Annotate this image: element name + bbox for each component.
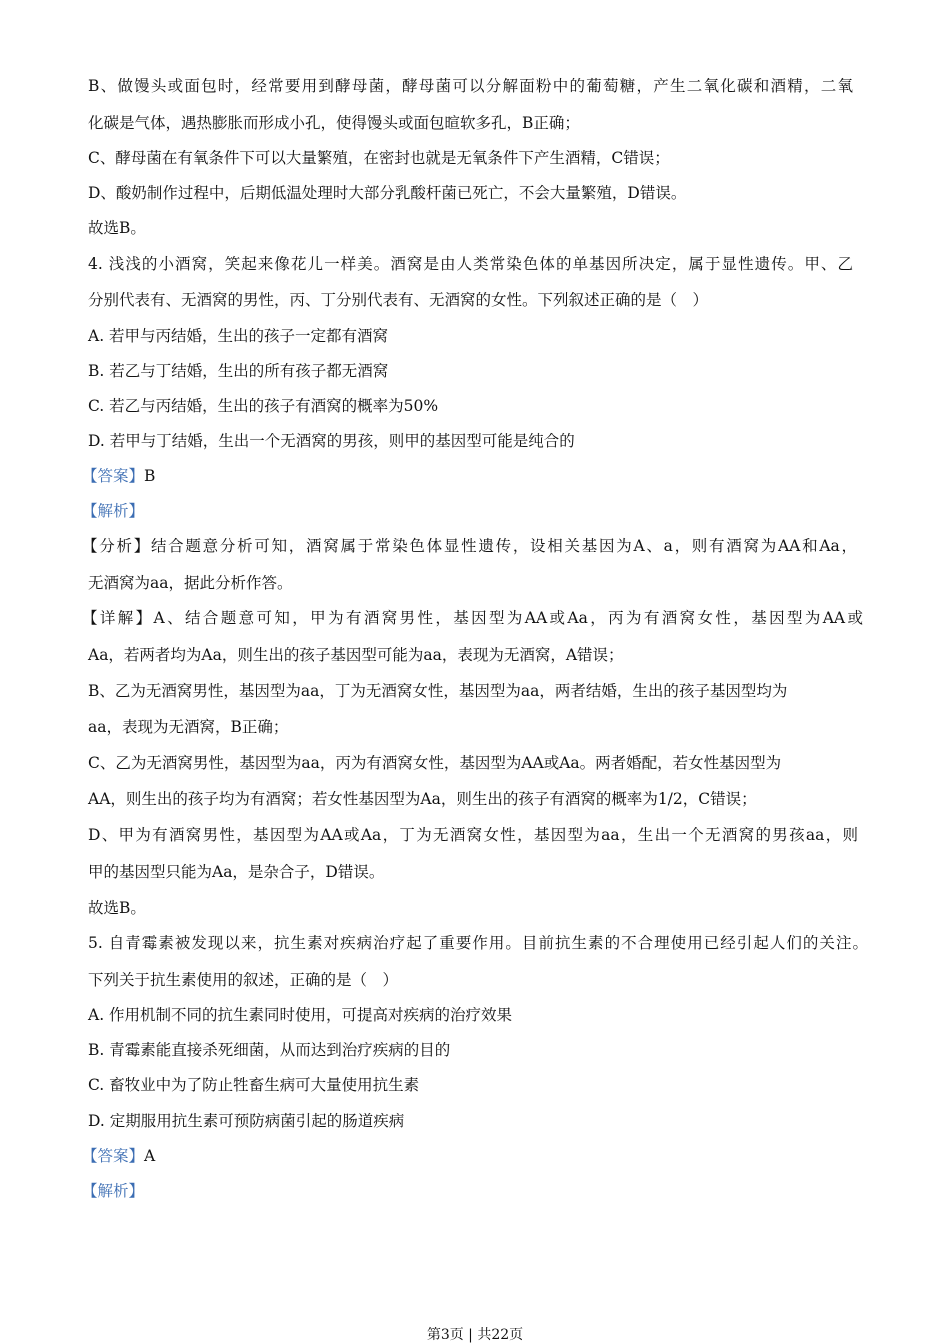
question-5: 5. 自青霉素被发现以来，抗生素对疾病治疗起了重要作用。目前抗生素的不合理使用已经引起人们的关注。 (88, 934, 868, 952)
answer-line (82, 1146, 155, 1166)
option-a: A. 若甲与丙结婚，生出的孩子一定都有酒窝 (88, 327, 389, 345)
fenxi-tag: 【分析】 (82, 537, 151, 555)
xiangjie-line (82, 608, 863, 628)
option-c: C. 若乙与丙结婚，生出的孩子有酒窝的概率为50% (88, 397, 439, 415)
question-4: 4. 浅浅的小酒窝，笑起来像花儿一样美。酒窝是由人类常染色体的单基因所决定，属于显性遗传。甲、乙 (88, 255, 853, 273)
option-d: D. 若甲与丁结婚，生出一个无酒窝的男孩，则甲的基因型可能是纯合的 (88, 432, 575, 450)
analysis-tag: 【解析】 (82, 502, 145, 520)
text-line: B、乙为无酒窝男性，基因型为aa，丁为无酒窝女性，基因型为aa，两者结婚，生出的孩子基因型均为 (88, 682, 788, 700)
text-line: Aa，若两者均为Aa，则生出的孩子基因型可能为aa，表现为无酒窝，A错误； (88, 646, 624, 664)
option-b: B. 若乙与丁结婚，生出的所有孩子都无酒窝 (88, 362, 389, 380)
text-line: 下列关于抗生素使用的叙述，正确的是（ ） (88, 971, 399, 989)
answer-line (82, 466, 155, 486)
xiangjie-tag: 【详解】 (82, 609, 154, 627)
option-c: C. 畜牧业中为了防止牲畜生病可大量使用抗生素 (88, 1076, 420, 1094)
fenxi-line (82, 536, 857, 556)
fenxi-text: 结合题意分析可知，酒窝属于常染色体显性遗传，设相关基因为A、a，则有酒窝为AA和Aa， (150, 537, 857, 555)
text-line: AA，则生出的孩子均为有酒窝；若女性基因型为Aa，则生出的孩子有酒窝的概率为1/2，C错误； (88, 790, 757, 808)
text-line: aa，表现为无酒窝，B正确； (88, 718, 289, 736)
text-line: 化碳是气体，遇热膨胀而形成小孔，使得馒头或面包暄软多孔，B正确； (88, 114, 580, 132)
option-d: D. 定期服用抗生素可预防病菌引起的肠道疾病 (88, 1112, 405, 1130)
text-line: C、乙为无酒窝男性，基因型为aa，丙为有酒窝女性，基因型为AA或Aa。两者婚配，若女性基因型为 (88, 754, 782, 772)
answer-tag: 【答案】 (82, 467, 145, 485)
text-line: D、酸奶制作过程中，后期低温处理时大部分乳酸杆菌已死亡，不会大量繁殖，D错误。 (88, 184, 687, 202)
text-line: 故选B。 (88, 899, 146, 917)
text-line: D、甲为有酒窝男性，基因型为AA或Aa，丁为无酒窝女性，基因型为aa，生出一个无酒窝的男孩aa，则 (88, 826, 858, 844)
text-line: 分别代表有、无酒窝的男性，丙、丁分别代表有、无酒窝的女性。下列叙述正确的是（ ） (88, 291, 709, 309)
answer-value: A (144, 1147, 156, 1165)
xiangjie-text: A、结合题意可知，甲为有酒窝男性，基因型为AA或Aa，丙为有酒窝女性，基因型为AA或 (153, 609, 863, 627)
text-line: 故选B。 (88, 219, 146, 237)
text-line: 甲的基因型只能为Aa，是杂合子，D错误。 (88, 863, 385, 881)
answer-tag: 【答案】 (82, 1147, 145, 1165)
option-a: A. 作用机制不同的抗生素同时使用，可提高对疾病的治疗效果 (88, 1006, 513, 1024)
page-footer: 第3页 | 共22页 (426, 1327, 524, 1343)
option-b: B. 青霉素能直接杀死细菌，从而达到治疗疾病的目的 (88, 1041, 451, 1059)
text-line: B、做馒头或面包时，经常要用到酵母菌，酵母菌可以分解面粉中的葡萄糖，产生二氧化碳和酒精，二氧 (88, 77, 853, 95)
analysis-tag: 【解析】 (82, 1182, 145, 1200)
answer-value: B (144, 467, 156, 485)
text-line: C、酵母菌在有氧条件下可以大量繁殖，在密封也就是无氧条件下产生酒精，C错误； (88, 149, 670, 167)
text-line: 无酒窝为aa，据此分析作答。 (88, 574, 293, 592)
